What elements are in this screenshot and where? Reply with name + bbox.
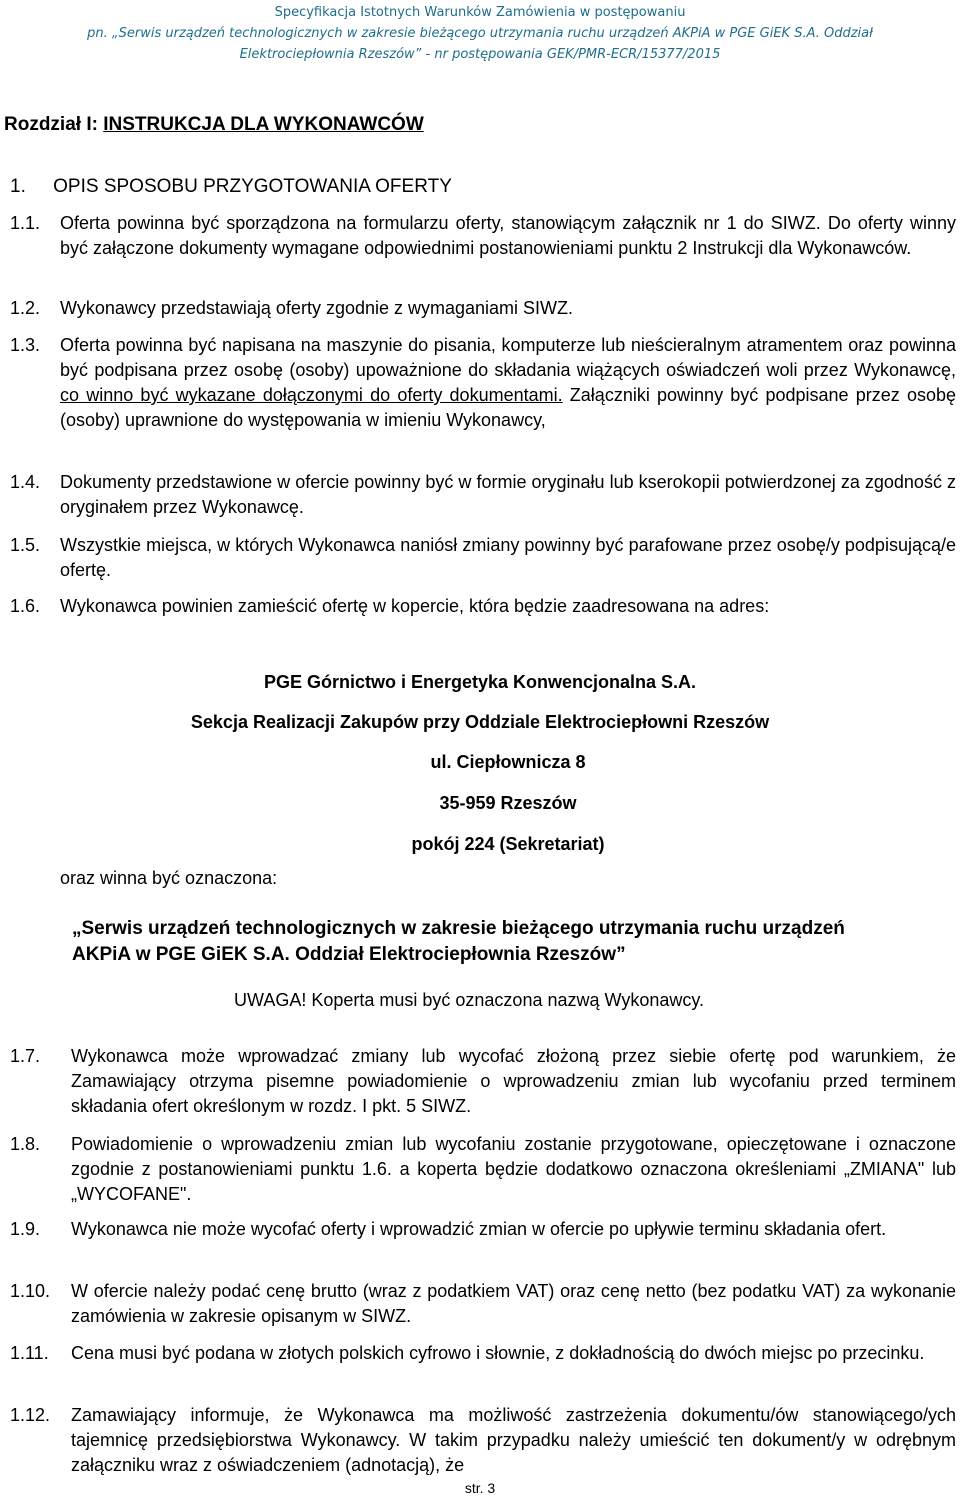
header-line-2: pn. „Serwis urządzeń technologicznych w zakresie bieżącego utrzymania ruchu urządzeń AKPiA w PGE GiEK S.A. Oddział (87, 26, 873, 41)
item-number: 1.9. (10, 1219, 41, 1239)
item-1-9 (10, 1217, 956, 1242)
item-number: 1.8. (10, 1134, 41, 1154)
header-line-1: Specyfikacja Istotnych Warunków Zamówienia w postępowaniu (274, 5, 686, 20)
item-1-10 (10, 1279, 956, 1329)
item-number: 1.7. (10, 1046, 41, 1066)
item-text: Dokumenty przedstawione w ofercie powinny być w formie oryginału lub kserokopii potwierdzonej za zgodność z oryginałem przez Wykonawcę. (60, 472, 956, 517)
item-text: Zamawiający informuje, że Wykonawca ma możliwość zastrzeżenia dokumentu/ów stanowiącego/ych tajemnicę przedsiębiorstwa Wykonawcy. W takim przypadku należy umieścić ten dokument/y w odrębnym załączniku wraz z oświadczeniem (adnotacją), że (71, 1405, 956, 1475)
address-department: Sekcja Realizacji Zakupów przy Oddziale Elektrociepłowni Rzeszów (190, 712, 770, 732)
item-1-3 (10, 333, 956, 433)
envelope-title-line-1: „Serwis urządzeń technologicznych w zakresie bieżącego utrzymania ruchu urządzeń (72, 918, 845, 939)
item-text-part-b: Załączniki powinny być podpisane przez osobę (osoby) uprawnione do występowania w imieniu Wykonawcy, (60, 385, 956, 430)
item-1-6 (10, 594, 956, 619)
item-text: Cena musi być podana w złotych polskich cyfrowo i słownie, z dokładnością do dwóch miejsc po przecinku. (71, 1343, 925, 1363)
item-number: 1.4. (10, 472, 41, 492)
item-1-4 (10, 470, 956, 520)
item-1-1 (10, 211, 956, 261)
item-text-part-a: Oferta powinna być napisana na maszynie do pisania, komputerze lub nieścieralnym atramentem oraz powinna być podpisana przez osobę (osoby) upoważnione do składania wiążących oświadczeń woli przez Wykonawcę, (60, 335, 956, 380)
item-1-8 (10, 1132, 956, 1207)
item-text: W ofercie należy podać cenę brutto (wraz z podatkiem VAT) oraz cenę netto (bez podatku VAT) za wykonanie zamówienia w zakresie opisanym w SIWZ. (71, 1281, 956, 1326)
item-number: 1.1. (10, 213, 41, 233)
section-title: OPIS SPOSOBU PRZYGOTOWANIA OFERTY (53, 176, 452, 197)
section-heading (10, 176, 452, 198)
item-1-7 (10, 1044, 956, 1119)
item-1-11 (10, 1341, 956, 1366)
item-number: 1.12. (10, 1405, 51, 1425)
item-number: 1.3. (10, 335, 41, 355)
item-number: 1.6. (10, 596, 41, 616)
item-number: 1.5. (10, 535, 41, 555)
item-text: Powiadomienie o wprowadzeniu zmian lub wycofaniu zostanie przygotowane, opieczętowane i oznaczone zgodnie z postanowieniami punktu 1.6. a koperta będzie dodatkowo oznaczona określeniami „ZMIANA" lub „WYCOFANE". (71, 1134, 956, 1204)
chapter-title: INSTRUKCJA DLA WYKONAWCÓW (103, 114, 424, 135)
item-text: Wszystkie miejsca, w których Wykonawca naniósł zmiany powinny być parafowane przez osobę/y podpisującą/e ofertę. (60, 535, 956, 580)
page-header (0, 2, 960, 65)
item-text: Wykonawcy przedstawiają oferty zgodnie z wymaganiami SIWZ. (60, 298, 574, 318)
chapter-heading (4, 114, 424, 136)
envelope-title (72, 916, 956, 968)
section-number: 1. (10, 176, 26, 197)
address-company: PGE Górnictwo i Energetyka Konwencjonalna S.A. (263, 672, 697, 692)
item-1-2 (10, 296, 956, 321)
item-text: Wykonawca nie może wycofać oferty i wprowadzić zmian w ofercie po upływie terminu składania ofert. (71, 1219, 887, 1239)
item-1-5 (10, 533, 956, 583)
item-number: 1.11. (10, 1343, 49, 1363)
header-line-3: Elektrociepłownia Rzeszów” - nr postępowania GEK/PMR-ECR/15377/2015 (239, 47, 721, 62)
address-street: ul. Ciepłownicza 8 (430, 752, 586, 772)
item-text-underlined: co winno być wykazane dołączonymi do oferty dokumentami. (60, 385, 563, 405)
address-room: pokój 224 (Sekretariat) (411, 834, 605, 854)
marking-label: oraz winna być oznaczona: (60, 868, 278, 888)
item-1-12 (10, 1403, 956, 1478)
chapter-prefix: Rozdział I: (4, 114, 104, 135)
page-number: str. 3 (464, 1480, 496, 1496)
address-city: 35-959 Rzeszów (439, 793, 577, 813)
item-text (60, 333, 956, 433)
item-number: 1.2. (10, 298, 41, 318)
item-number: 1.10. (10, 1281, 51, 1301)
item-text: Wykonawca może wprowadzać zmiany lub wycofać złożoną przez siebie ofertę pod warunkiem, że Zamawiający otrzyma pisemne powiadomienie o wprowadzeniu zmian lub wycofaniu przed terminem składania ofert określonym w rozdz. I pkt. 5 SIWZ. (71, 1046, 956, 1116)
envelope-title-line-2: AKPiA w PGE GiEK S.A. Oddział Elektrociepłownia Rzeszów” (72, 944, 626, 965)
envelope-warning: UWAGA! Koperta musi być oznaczona nazwą Wykonawcy. (234, 990, 705, 1010)
item-text: Wykonawca powinien zamieścić ofertę w kopercie, która będzie zaadresowana na adres: (60, 596, 770, 616)
item-text: Oferta powinna być sporządzona na formularzu oferty, stanowiącym załącznik nr 1 do SIWZ. Do oferty winny być załączone dokumenty wymagane odpowiednimi postanowieniami punktu 2 Instrukcji dla Wykonawców. (60, 213, 956, 258)
